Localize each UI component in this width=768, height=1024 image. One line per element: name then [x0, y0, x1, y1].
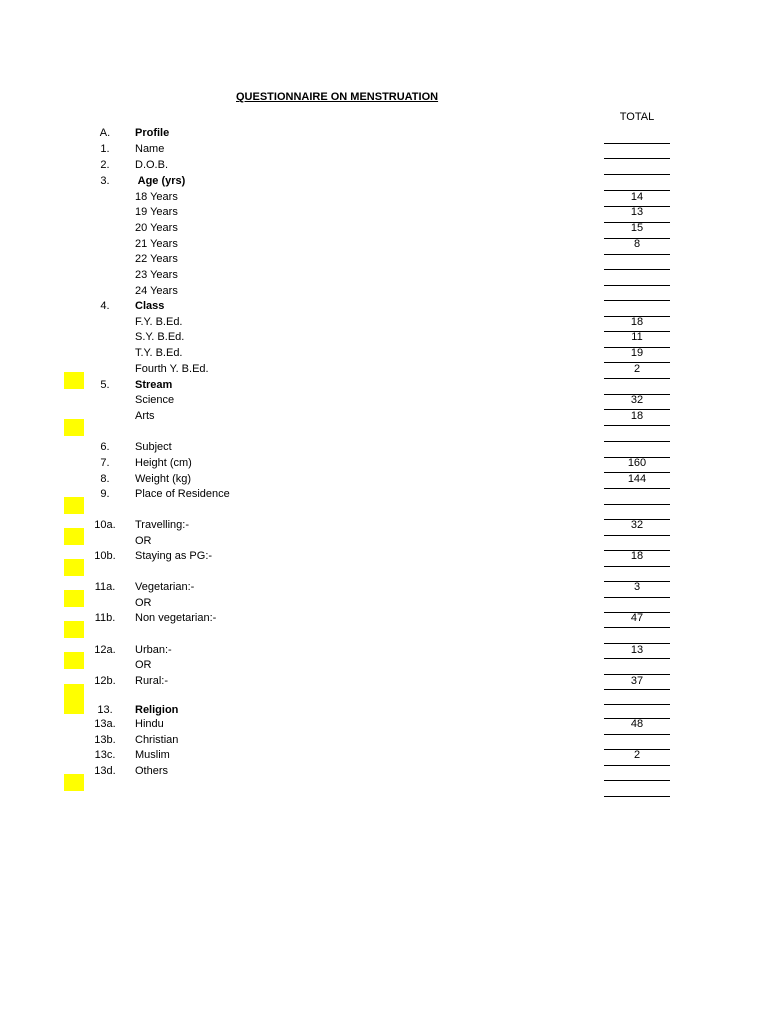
total-value: 2 — [633, 363, 641, 375]
total-underline — [604, 269, 670, 270]
item-label: Rural:- — [135, 675, 169, 687]
total-underline — [604, 581, 670, 582]
item-number: 4. — [100, 300, 110, 312]
highlight-marker — [64, 697, 84, 714]
total-underline — [604, 550, 670, 551]
table-row — [0, 627, 768, 643]
item-number: 11b. — [94, 612, 116, 624]
highlight-marker — [64, 559, 84, 576]
item-number: 8. — [100, 473, 110, 485]
item-label: Profile — [135, 127, 170, 139]
table-row — [0, 205, 768, 221]
total-underline — [604, 347, 670, 348]
item-number: 9. — [100, 488, 110, 500]
item-number: 13a. — [94, 718, 116, 730]
total-value: 19 — [630, 347, 644, 359]
item-label: Name — [135, 143, 165, 155]
total-underline — [604, 457, 670, 458]
total-underline — [604, 734, 670, 735]
item-label: Weight (kg) — [135, 473, 192, 485]
total-underline — [604, 316, 670, 317]
total-value: 8 — [633, 238, 641, 250]
total-value: 11 — [631, 331, 643, 343]
table-row — [0, 346, 768, 362]
table-row — [0, 362, 768, 378]
table-row — [0, 674, 768, 690]
item-label: Science — [135, 394, 175, 406]
table-row — [0, 733, 768, 749]
item-label: Muslim — [135, 749, 170, 761]
total-underline — [604, 612, 670, 613]
total-value: 144 — [627, 473, 647, 485]
table-row — [0, 487, 768, 503]
table-row — [0, 440, 768, 456]
total-underline — [604, 765, 670, 766]
highlight-marker — [64, 528, 84, 545]
highlight-marker — [64, 652, 84, 669]
total-value: 160 — [627, 457, 647, 469]
total-value: 3 — [633, 581, 641, 593]
total-value: 47 — [630, 612, 644, 624]
table-row — [0, 299, 768, 315]
item-label: 23 Years — [135, 269, 178, 281]
item-number: 3. — [100, 175, 110, 187]
table-row — [0, 565, 768, 581]
total-underline — [604, 597, 670, 598]
item-label: T.Y. B.Ed. — [135, 347, 183, 359]
item-number: 13. — [97, 704, 113, 716]
item-label: D.O.B. — [135, 159, 169, 171]
total-value: 14 — [630, 191, 644, 203]
total-value: 13 — [630, 644, 644, 656]
item-label: 18 Years — [135, 191, 178, 203]
total-underline — [604, 566, 670, 567]
total-value: 32 — [630, 394, 644, 406]
table-row — [0, 456, 768, 472]
item-label: Travelling:- — [135, 519, 189, 531]
total-underline — [604, 472, 670, 473]
total-underline — [604, 174, 670, 175]
total-underline — [604, 409, 670, 410]
total-underline — [604, 535, 670, 536]
total-underline — [604, 689, 670, 690]
table-row — [0, 503, 768, 519]
table-row — [0, 158, 768, 174]
total-underline — [604, 362, 670, 363]
item-label: Subject — [135, 441, 172, 453]
table-row — [0, 393, 768, 409]
table-row — [0, 409, 768, 425]
total-underline — [604, 238, 670, 239]
table-row — [0, 237, 768, 253]
table-row — [0, 425, 768, 441]
item-label: Urban:- — [135, 644, 172, 656]
item-label: 19 Years — [135, 206, 178, 218]
total-value: 13 — [630, 206, 644, 218]
total-underline — [604, 300, 670, 301]
total-value: 18 — [630, 316, 644, 328]
total-underline — [604, 704, 670, 705]
highlight-marker — [64, 419, 84, 436]
total-underline — [604, 222, 670, 223]
table-row — [0, 518, 768, 534]
item-number: 5. — [100, 379, 110, 391]
table-row — [0, 717, 768, 733]
item-label: S.Y. B.Ed. — [135, 331, 185, 343]
item-label: Christian — [135, 734, 179, 746]
item-label: Vegetarian:- — [135, 581, 195, 593]
highlight-marker — [64, 590, 84, 607]
item-label: 22 Years — [135, 253, 178, 265]
item-label: Stream — [135, 379, 173, 391]
table-row — [0, 330, 768, 346]
total-value: 18 — [630, 550, 644, 562]
table-row — [0, 268, 768, 284]
total-underline — [604, 796, 670, 797]
highlight-marker — [64, 621, 84, 638]
item-label: Place of Residence — [135, 488, 230, 500]
total-underline — [604, 627, 670, 628]
total-underline — [604, 504, 670, 505]
total-underline — [604, 254, 670, 255]
highlight-marker — [64, 372, 84, 389]
total-underline — [604, 190, 670, 191]
item-label: Religion — [135, 704, 179, 716]
total-underline — [604, 331, 670, 332]
table-row — [0, 142, 768, 158]
item-label: Arts — [135, 410, 155, 422]
total-value: 2 — [633, 749, 641, 761]
item-number: 2. — [100, 159, 110, 171]
table-row — [0, 780, 768, 796]
item-label: Others — [135, 765, 169, 777]
item-label: OR — [135, 597, 152, 609]
item-label: OR — [135, 659, 152, 671]
total-underline — [604, 143, 670, 144]
table-row — [0, 580, 768, 596]
table-row — [0, 748, 768, 764]
highlight-marker — [64, 774, 84, 791]
total-underline — [604, 158, 670, 159]
total-underline — [604, 488, 670, 489]
item-number: 6. — [100, 441, 110, 453]
table-row — [0, 126, 768, 142]
table-row — [0, 596, 768, 612]
item-number: 12a. — [94, 644, 116, 656]
total-underline — [604, 441, 670, 442]
table-row — [0, 378, 768, 394]
total-underline — [604, 643, 670, 644]
table-row — [0, 611, 768, 627]
total-value: 15 — [630, 222, 644, 234]
total-underline — [604, 394, 670, 395]
total-value: 48 — [630, 718, 644, 730]
total-underline — [604, 378, 670, 379]
table-row — [0, 284, 768, 300]
item-number: 1. — [100, 143, 110, 155]
item-number: 13d. — [94, 765, 116, 777]
table-row — [0, 658, 768, 674]
item-label: OR — [135, 535, 152, 547]
item-number: 7. — [100, 457, 110, 469]
table-row — [0, 549, 768, 565]
item-label: 24 Years — [135, 285, 178, 297]
item-label: Non vegetarian:- — [135, 612, 217, 624]
total-value: 18 — [630, 410, 644, 422]
total-underline — [604, 718, 670, 719]
total-underline — [604, 425, 670, 426]
item-number: 10a. — [94, 519, 116, 531]
item-number: 10b. — [94, 550, 116, 562]
total-value: 37 — [630, 675, 644, 687]
item-label: 20 Years — [135, 222, 178, 234]
table-row — [0, 315, 768, 331]
item-number: 13b. — [94, 734, 116, 746]
total-underline — [604, 658, 670, 659]
item-label: Height (cm) — [135, 457, 192, 469]
questionnaire-title: QUESTIONNAIRE ON MENSTRUATION — [236, 91, 439, 103]
item-number: 13c. — [94, 749, 116, 761]
table-row — [0, 174, 768, 190]
total-underline — [604, 749, 670, 750]
item-number: 12b. — [94, 675, 116, 687]
total-underline — [604, 780, 670, 781]
table-row — [0, 764, 768, 780]
table-row — [0, 643, 768, 659]
item-label: Fourth Y. B.Ed. — [135, 363, 209, 375]
item-label: Staying as PG:- — [135, 550, 213, 562]
item-label: Age (yrs) — [135, 175, 186, 187]
item-label: Class — [135, 300, 165, 312]
table-row — [0, 190, 768, 206]
total-column-header: TOTAL — [619, 111, 655, 123]
total-underline — [604, 519, 670, 520]
item-number: A. — [99, 127, 111, 139]
total-underline — [604, 206, 670, 207]
table-row — [0, 472, 768, 488]
item-number: 11a. — [94, 581, 116, 593]
total-value: 32 — [630, 519, 644, 531]
total-underline — [604, 285, 670, 286]
table-row — [0, 534, 768, 550]
highlight-marker — [64, 497, 84, 514]
item-label: Hindu — [135, 718, 164, 730]
item-label: F.Y. B.Ed. — [135, 316, 183, 328]
item-label: 21 Years — [135, 238, 178, 250]
total-underline — [604, 674, 670, 675]
table-row — [0, 221, 768, 237]
